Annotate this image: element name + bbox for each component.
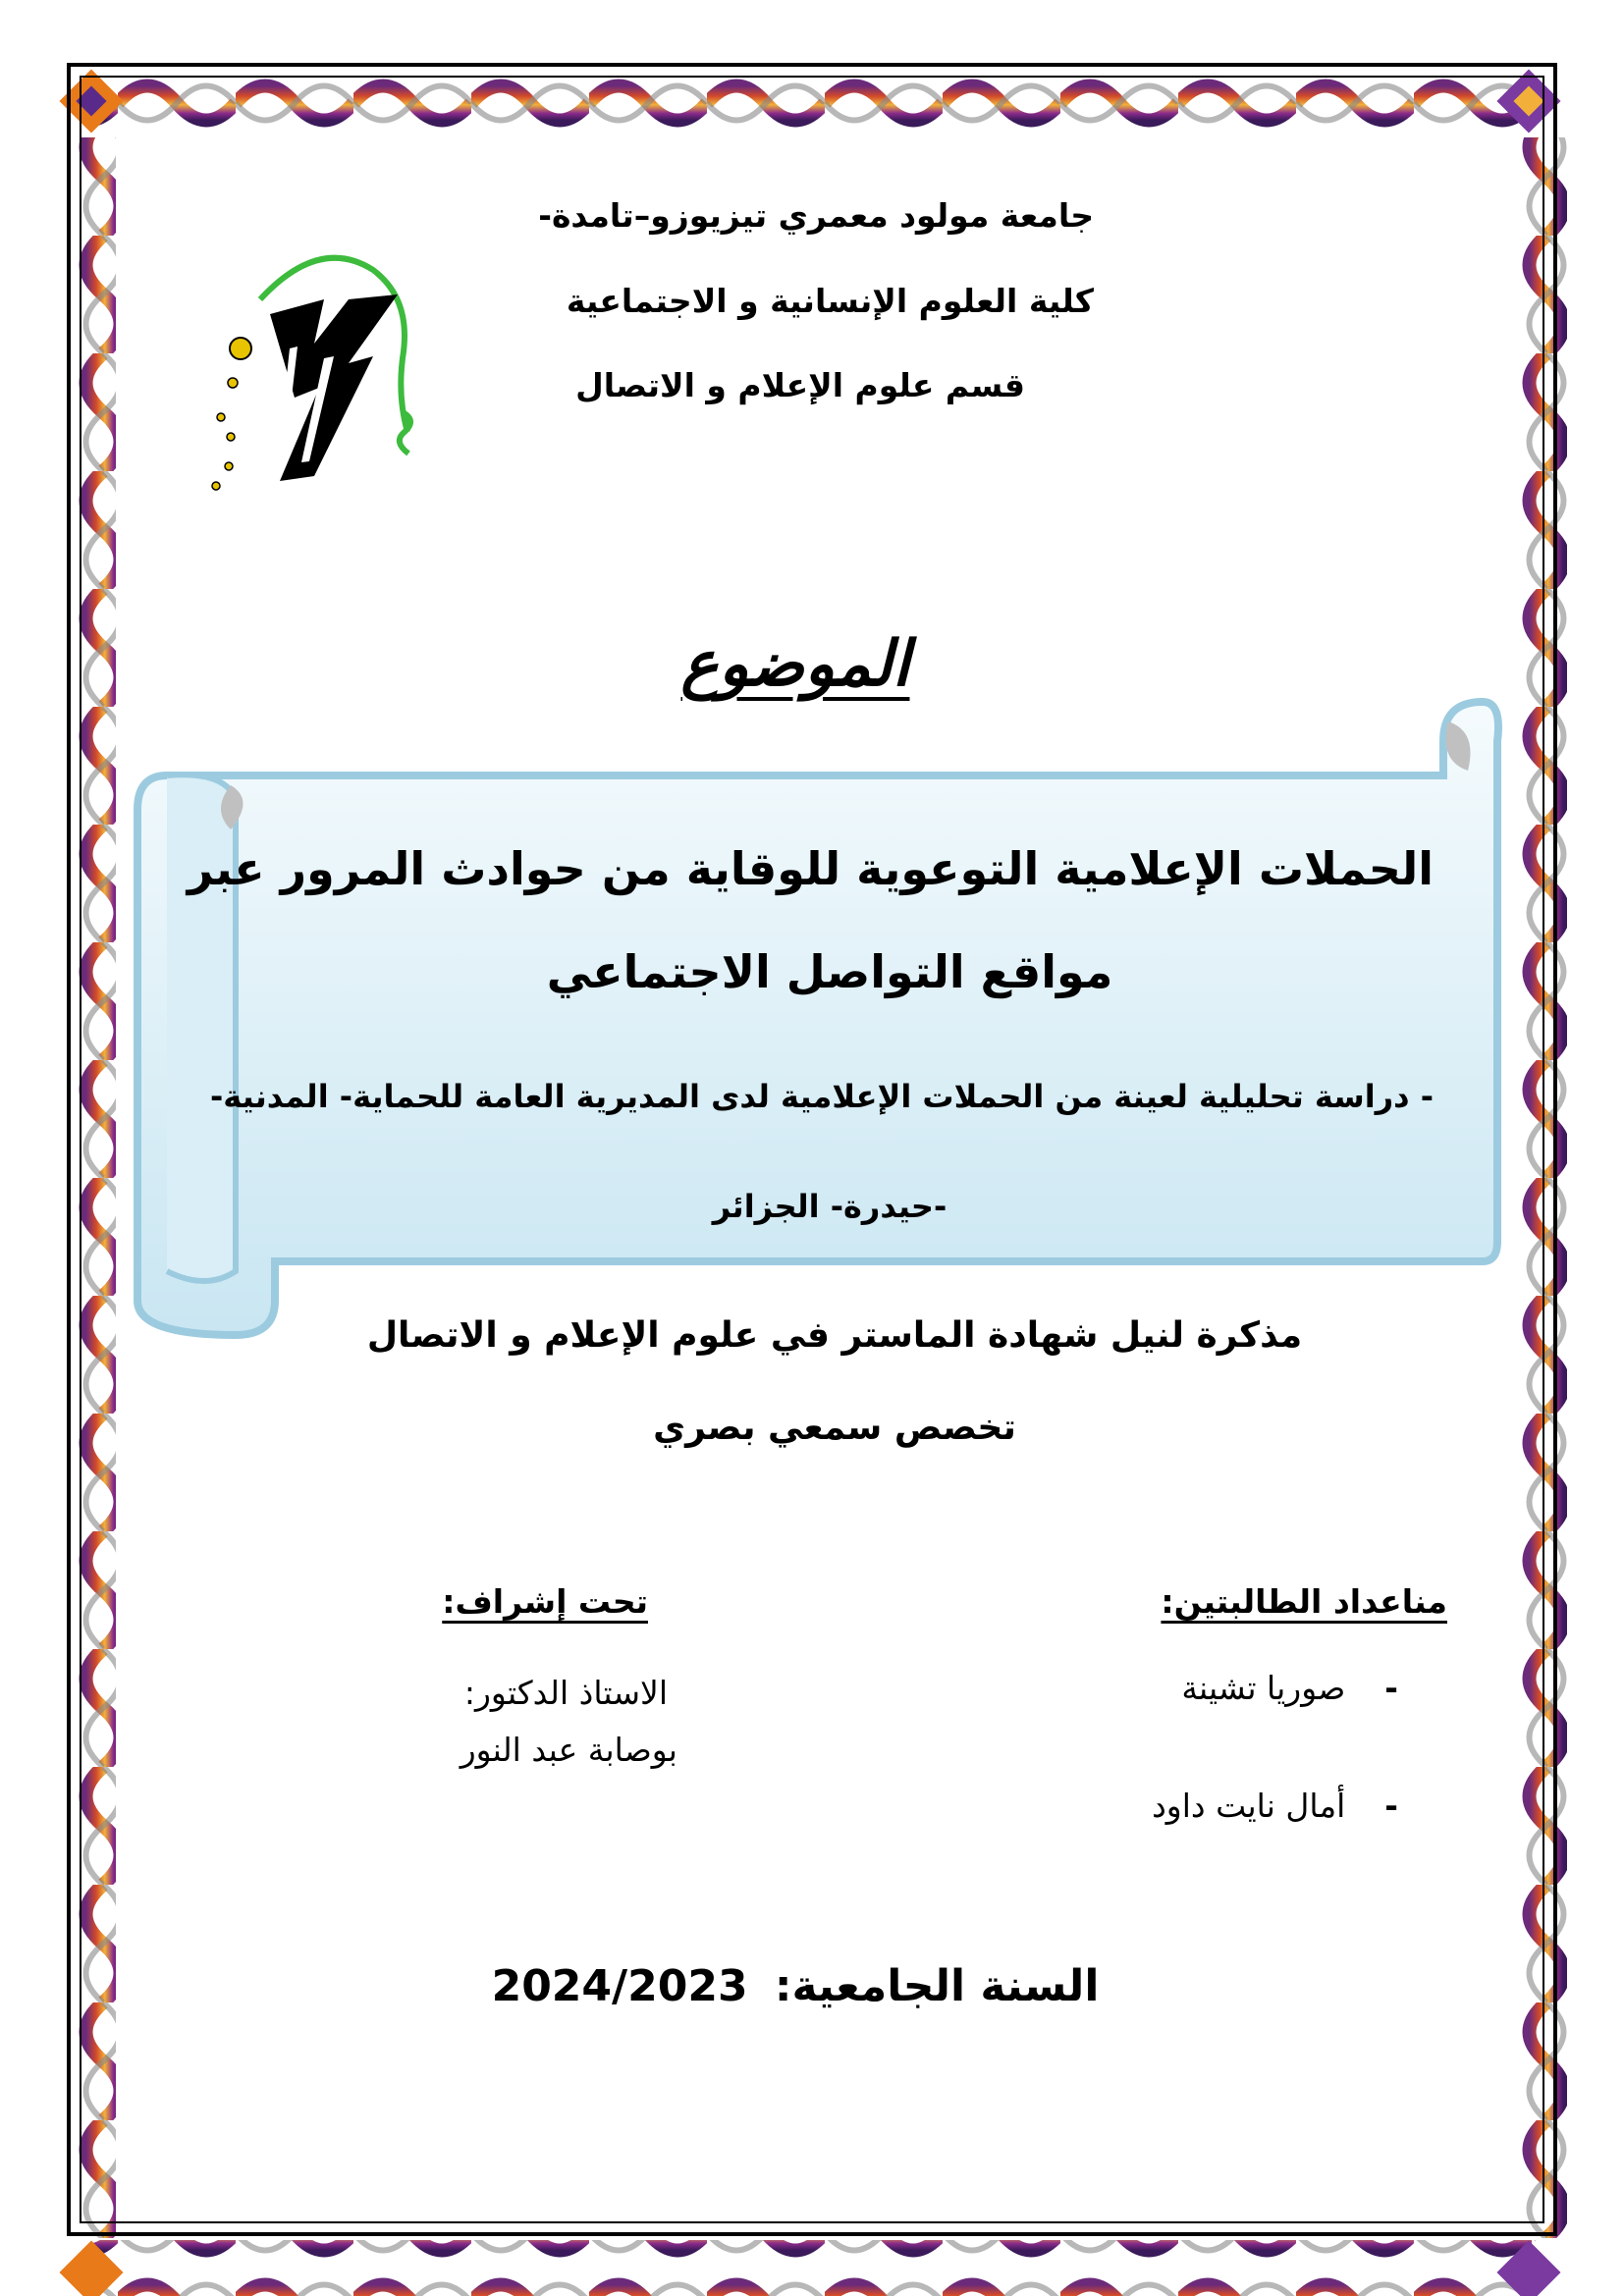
student-name: أمال نايت داود bbox=[1152, 1787, 1346, 1825]
bullet-dash: - bbox=[1384, 1669, 1398, 1707]
student-item bbox=[907, 1787, 1398, 1825]
students-label: مناعداد الطالبتين: bbox=[1161, 1582, 1447, 1621]
university-logo-icon bbox=[201, 240, 427, 506]
topic-heading: الموضوع bbox=[680, 628, 910, 701]
supervisor-name: بوصابة عبد النور bbox=[460, 1731, 677, 1769]
student-name: صوريا تشينة bbox=[1181, 1669, 1346, 1707]
thesis-specialty: تخصص سمعي بصري bbox=[653, 1408, 1016, 1448]
study-subtitle-line-1: - دراسة تحليلية لعينة من الحملات الإعلامية لدى المديرية العامة للحماية- المدنية- bbox=[209, 1078, 1434, 1115]
faculty-name: كلية العلوم الإنسانية و الاجتماعية bbox=[566, 282, 1094, 320]
border-top-band bbox=[88, 77, 1536, 139]
study-title-line-2: مواقع التواصل الاجتماعي bbox=[546, 945, 1113, 998]
border-bottom-band bbox=[88, 2240, 1536, 2296]
study-title-line-1: الحملات الإعلامية التوعوية للوقاية من حوادث المرور عبر bbox=[187, 842, 1434, 895]
academic-year bbox=[452, 1961, 1139, 2011]
academic-year-value: 2024/2023 bbox=[491, 1961, 748, 2011]
academic-year-label: السنة الجامعية: bbox=[774, 1961, 1100, 2011]
supervisor-label: تحت إشراف: bbox=[442, 1582, 648, 1621]
department-name: قسم علوم الإعلام و الاتصال bbox=[575, 366, 1025, 404]
bullet-dash: - bbox=[1384, 1787, 1398, 1825]
student-item bbox=[907, 1669, 1398, 1707]
border-right-band bbox=[1510, 137, 1567, 2238]
university-name: جامعة مولود معمري تيزيوزو–تامدة- bbox=[538, 196, 1094, 235]
supervisor-title: الاستاذ الدكتور: bbox=[463, 1674, 668, 1712]
thesis-purpose: مذكرة لنيل شهادة الماستر في علوم الإعلام و الاتصال bbox=[366, 1315, 1303, 1356]
scroll-banner bbox=[128, 682, 1502, 1345]
study-subtitle-line-2: -حيدرة- الجزائر bbox=[712, 1188, 947, 1225]
